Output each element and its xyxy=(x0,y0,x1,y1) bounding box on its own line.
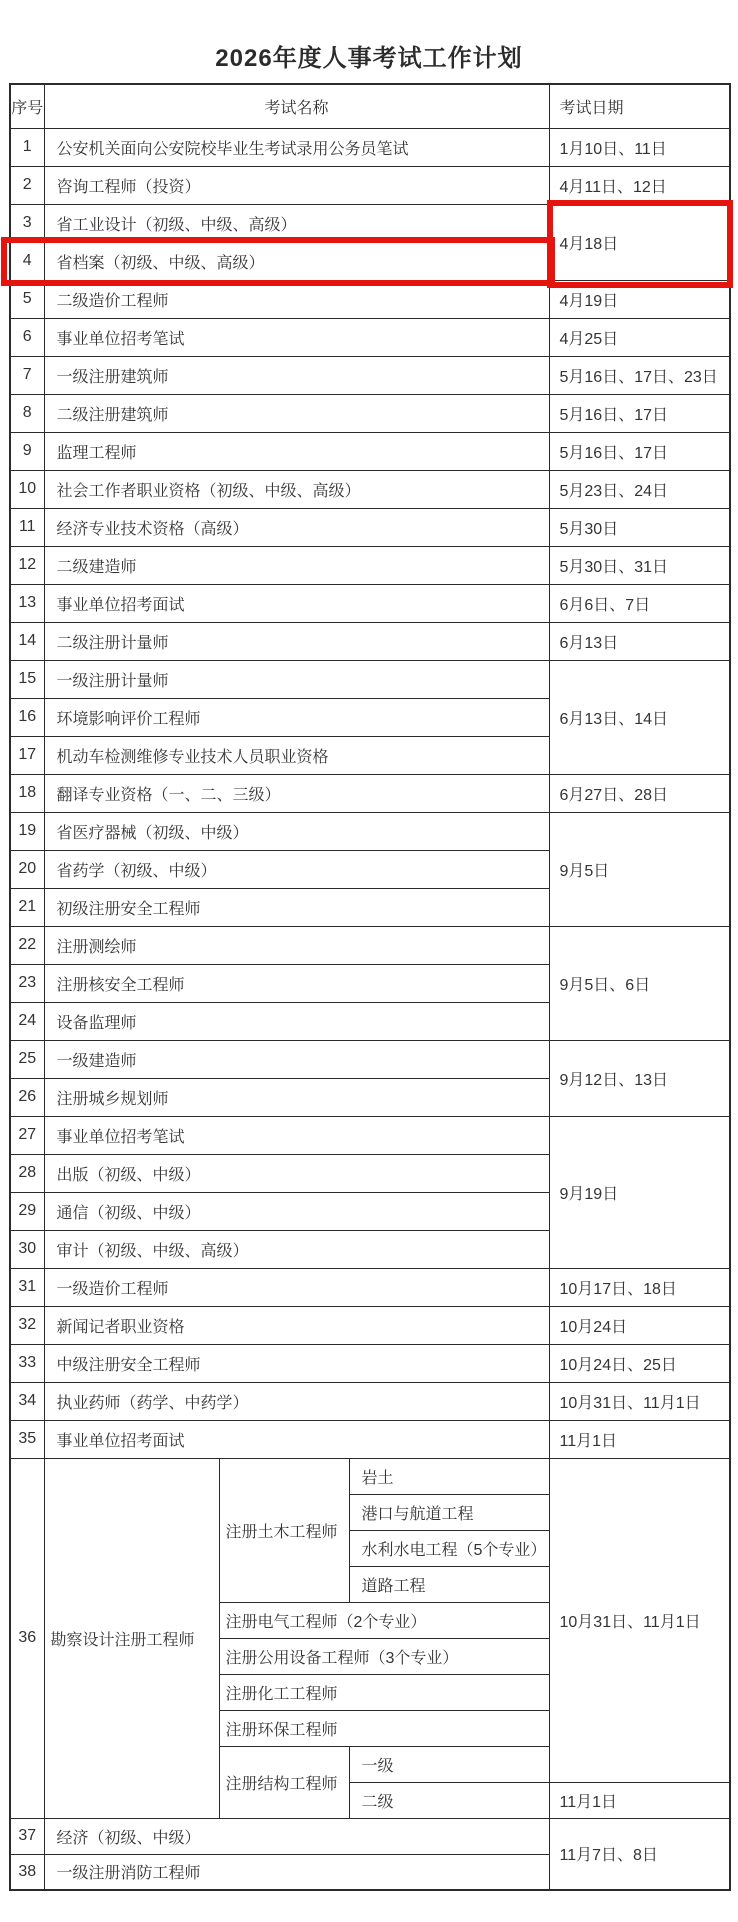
exam-name: 注册测绘师 xyxy=(44,926,549,964)
exam-date: 11月1日 xyxy=(549,1782,730,1818)
header-row xyxy=(10,84,730,128)
table-row xyxy=(10,660,730,698)
exam-name: 省医疗器械（初级、中级） xyxy=(44,812,549,850)
table-row xyxy=(10,356,730,394)
row-no: 36 xyxy=(10,1458,44,1818)
exam-name: 一级造价工程师 xyxy=(44,1268,549,1306)
exam-specialty: 水利水电工程（5个专业） xyxy=(349,1530,549,1566)
table-row-36 xyxy=(10,1458,730,1494)
exam-name: 经济专业技术资格（高级） xyxy=(44,508,549,546)
exam-name: 执业药师（药学、中药学） xyxy=(44,1382,549,1420)
table-row xyxy=(10,508,730,546)
row-no: 4 xyxy=(10,242,44,280)
exam-schedule-table xyxy=(9,83,731,1891)
exam-name: 初级注册安全工程师 xyxy=(44,888,549,926)
exam-subgroup: 注册电气工程师（2个专业） xyxy=(219,1602,549,1638)
table-row xyxy=(10,166,730,204)
exam-name: 注册城乡规划师 xyxy=(44,1078,549,1116)
row-no: 17 xyxy=(10,736,44,774)
exam-name: 二级造价工程师 xyxy=(44,280,549,318)
exam-name: 监理工程师 xyxy=(44,432,549,470)
exam-name: 省药学（初级、中级） xyxy=(44,850,549,888)
row-no: 11 xyxy=(10,508,44,546)
exam-name: 一级注册建筑师 xyxy=(44,356,549,394)
row-no: 34 xyxy=(10,1382,44,1420)
exam-date-merged: 6月13日、14日 xyxy=(549,660,730,774)
row-no: 32 xyxy=(10,1306,44,1344)
exam-date-merged: 9月5日、6日 xyxy=(549,926,730,1040)
table-row xyxy=(10,546,730,584)
exam-date: 10月24日 xyxy=(549,1306,730,1344)
exam-name: 省档案（初级、中级、高级） xyxy=(44,242,549,280)
exam-name: 事业单位招考面试 xyxy=(44,1420,549,1458)
exam-date: 5月16日、17日、23日 xyxy=(549,356,730,394)
exam-name: 事业单位招考笔试 xyxy=(44,318,549,356)
row-no: 16 xyxy=(10,698,44,736)
table-row xyxy=(10,774,730,812)
table-row xyxy=(10,1420,730,1458)
exam-date: 1月10日、11日 xyxy=(549,128,730,166)
table-row xyxy=(10,1116,730,1154)
exam-date: 10月24日、25日 xyxy=(549,1344,730,1382)
exam-name: 一级建造师 xyxy=(44,1040,549,1078)
row-no: 25 xyxy=(10,1040,44,1078)
exam-name: 环境影响评价工程师 xyxy=(44,698,549,736)
exam-date-merged: 9月19日 xyxy=(549,1116,730,1268)
exam-date-merged: 4月18日 xyxy=(549,204,730,280)
exam-date: 4月11日、12日 xyxy=(549,166,730,204)
row-no: 5 xyxy=(10,280,44,318)
row-no: 38 xyxy=(10,1854,44,1890)
row-no: 28 xyxy=(10,1154,44,1192)
row-no: 6 xyxy=(10,318,44,356)
exam-name: 通信（初级、中级） xyxy=(44,1192,549,1230)
table-row xyxy=(10,1382,730,1420)
exam-date: 5月16日、17日 xyxy=(549,394,730,432)
table-row xyxy=(10,622,730,660)
table-row xyxy=(10,1040,730,1078)
table-row xyxy=(10,432,730,470)
table-row xyxy=(10,1344,730,1382)
row-no: 18 xyxy=(10,774,44,812)
exam-specialty: 二级 xyxy=(349,1782,549,1818)
exam-date: 6月6日、7日 xyxy=(549,584,730,622)
exam-name: 事业单位招考面试 xyxy=(44,584,549,622)
row-no: 33 xyxy=(10,1344,44,1382)
row-no: 14 xyxy=(10,622,44,660)
row-no: 8 xyxy=(10,394,44,432)
exam-name: 设备监理师 xyxy=(44,1002,549,1040)
row-no: 10 xyxy=(10,470,44,508)
row-no: 3 xyxy=(10,204,44,242)
exam-name: 一级注册计量师 xyxy=(44,660,549,698)
table-row xyxy=(10,812,730,850)
exam-subgroup-structural: 注册结构工程师 xyxy=(219,1746,349,1818)
exam-name: 二级注册计量师 xyxy=(44,622,549,660)
exam-name: 咨询工程师（投资） xyxy=(44,166,549,204)
exam-date: 10月31日、11月1日 xyxy=(549,1382,730,1420)
exam-name: 省工业设计（初级、中级、高级） xyxy=(44,204,549,242)
exam-name: 社会工作者职业资格（初级、中级、高级） xyxy=(44,470,549,508)
exam-name: 中级注册安全工程师 xyxy=(44,1344,549,1382)
row-no: 37 xyxy=(10,1818,44,1854)
row-no: 23 xyxy=(10,964,44,1002)
exam-date: 5月23日、24日 xyxy=(549,470,730,508)
exam-specialty: 港口与航道工程 xyxy=(349,1494,549,1530)
row-no: 29 xyxy=(10,1192,44,1230)
exam-date: 6月13日 xyxy=(549,622,730,660)
row-no: 35 xyxy=(10,1420,44,1458)
row-no: 27 xyxy=(10,1116,44,1154)
exam-date-merged: 9月5日 xyxy=(549,812,730,926)
header-no: 序号 xyxy=(10,84,44,128)
row-no: 15 xyxy=(10,660,44,698)
exam-date: 11月1日 xyxy=(549,1420,730,1458)
exam-specialty: 一级 xyxy=(349,1746,549,1782)
exam-date: 10月17日、18日 xyxy=(549,1268,730,1306)
exam-group-name: 勘察设计注册工程师 xyxy=(44,1458,219,1818)
exam-date: 4月19日 xyxy=(549,280,730,318)
row-no: 9 xyxy=(10,432,44,470)
header-name: 考试名称 xyxy=(44,84,549,128)
row-no: 7 xyxy=(10,356,44,394)
exam-name: 一级注册消防工程师 xyxy=(44,1854,549,1890)
row-no: 24 xyxy=(10,1002,44,1040)
row-no: 31 xyxy=(10,1268,44,1306)
row-no: 20 xyxy=(10,850,44,888)
exam-name: 翻译专业资格（一、二、三级） xyxy=(44,774,549,812)
exam-date: 5月30日、31日 xyxy=(549,546,730,584)
exam-specialty: 岩土 xyxy=(349,1458,549,1494)
exam-name: 审计（初级、中级、高级） xyxy=(44,1230,549,1268)
page-title: 2026年度人事考试工作计划 xyxy=(215,45,523,72)
exam-subgroup: 注册化工工程师 xyxy=(219,1674,549,1710)
highlight-box-date-cell xyxy=(547,200,733,288)
row-no: 26 xyxy=(10,1078,44,1116)
table-row xyxy=(10,1818,730,1854)
exam-name: 公安机关面向公安院校毕业生考试录用公务员笔试 xyxy=(44,128,549,166)
row-no: 1 xyxy=(10,128,44,166)
exam-name: 事业单位招考笔试 xyxy=(44,1116,549,1154)
table-row xyxy=(10,470,730,508)
table-row xyxy=(10,318,730,356)
exam-date: 5月16日、17日 xyxy=(549,432,730,470)
exam-name: 二级建造师 xyxy=(44,546,549,584)
exam-specialty: 道路工程 xyxy=(349,1566,549,1602)
exam-date-merged: 9月12日、13日 xyxy=(549,1040,730,1116)
row-no: 30 xyxy=(10,1230,44,1268)
highlight-box-row-4 xyxy=(1,237,555,286)
table-row xyxy=(10,128,730,166)
exam-date-merged: 11月7日、8日 xyxy=(549,1818,730,1890)
exam-date: 4月25日 xyxy=(549,318,730,356)
exam-name: 注册核安全工程师 xyxy=(44,964,549,1002)
exam-name: 经济（初级、中级） xyxy=(44,1818,549,1854)
table-row xyxy=(10,394,730,432)
exam-subgroup-civil: 注册土木工程师 xyxy=(219,1458,349,1602)
exam-subgroup: 注册公用设备工程师（3个专业） xyxy=(219,1638,549,1674)
exam-name: 二级注册建筑师 xyxy=(44,394,549,432)
header-date: 考试日期 xyxy=(549,84,730,128)
row-no: 19 xyxy=(10,812,44,850)
exam-date: 6月27日、28日 xyxy=(549,774,730,812)
row-no: 13 xyxy=(10,584,44,622)
table-row xyxy=(10,926,730,964)
table-row xyxy=(10,584,730,622)
row-no: 22 xyxy=(10,926,44,964)
exam-name: 出版（初级、中级） xyxy=(44,1154,549,1192)
table-row xyxy=(10,1306,730,1344)
exam-name: 机动车检测维修专业技术人员职业资格 xyxy=(44,736,549,774)
row-no: 12 xyxy=(10,546,44,584)
row-no: 2 xyxy=(10,166,44,204)
exam-date-merged: 10月31日、11月1日 xyxy=(549,1458,730,1782)
row-no: 21 xyxy=(10,888,44,926)
exam-subgroup: 注册环保工程师 xyxy=(219,1710,549,1746)
table-row xyxy=(10,1268,730,1306)
exam-name: 新闻记者职业资格 xyxy=(44,1306,549,1344)
exam-date: 5月30日 xyxy=(549,508,730,546)
